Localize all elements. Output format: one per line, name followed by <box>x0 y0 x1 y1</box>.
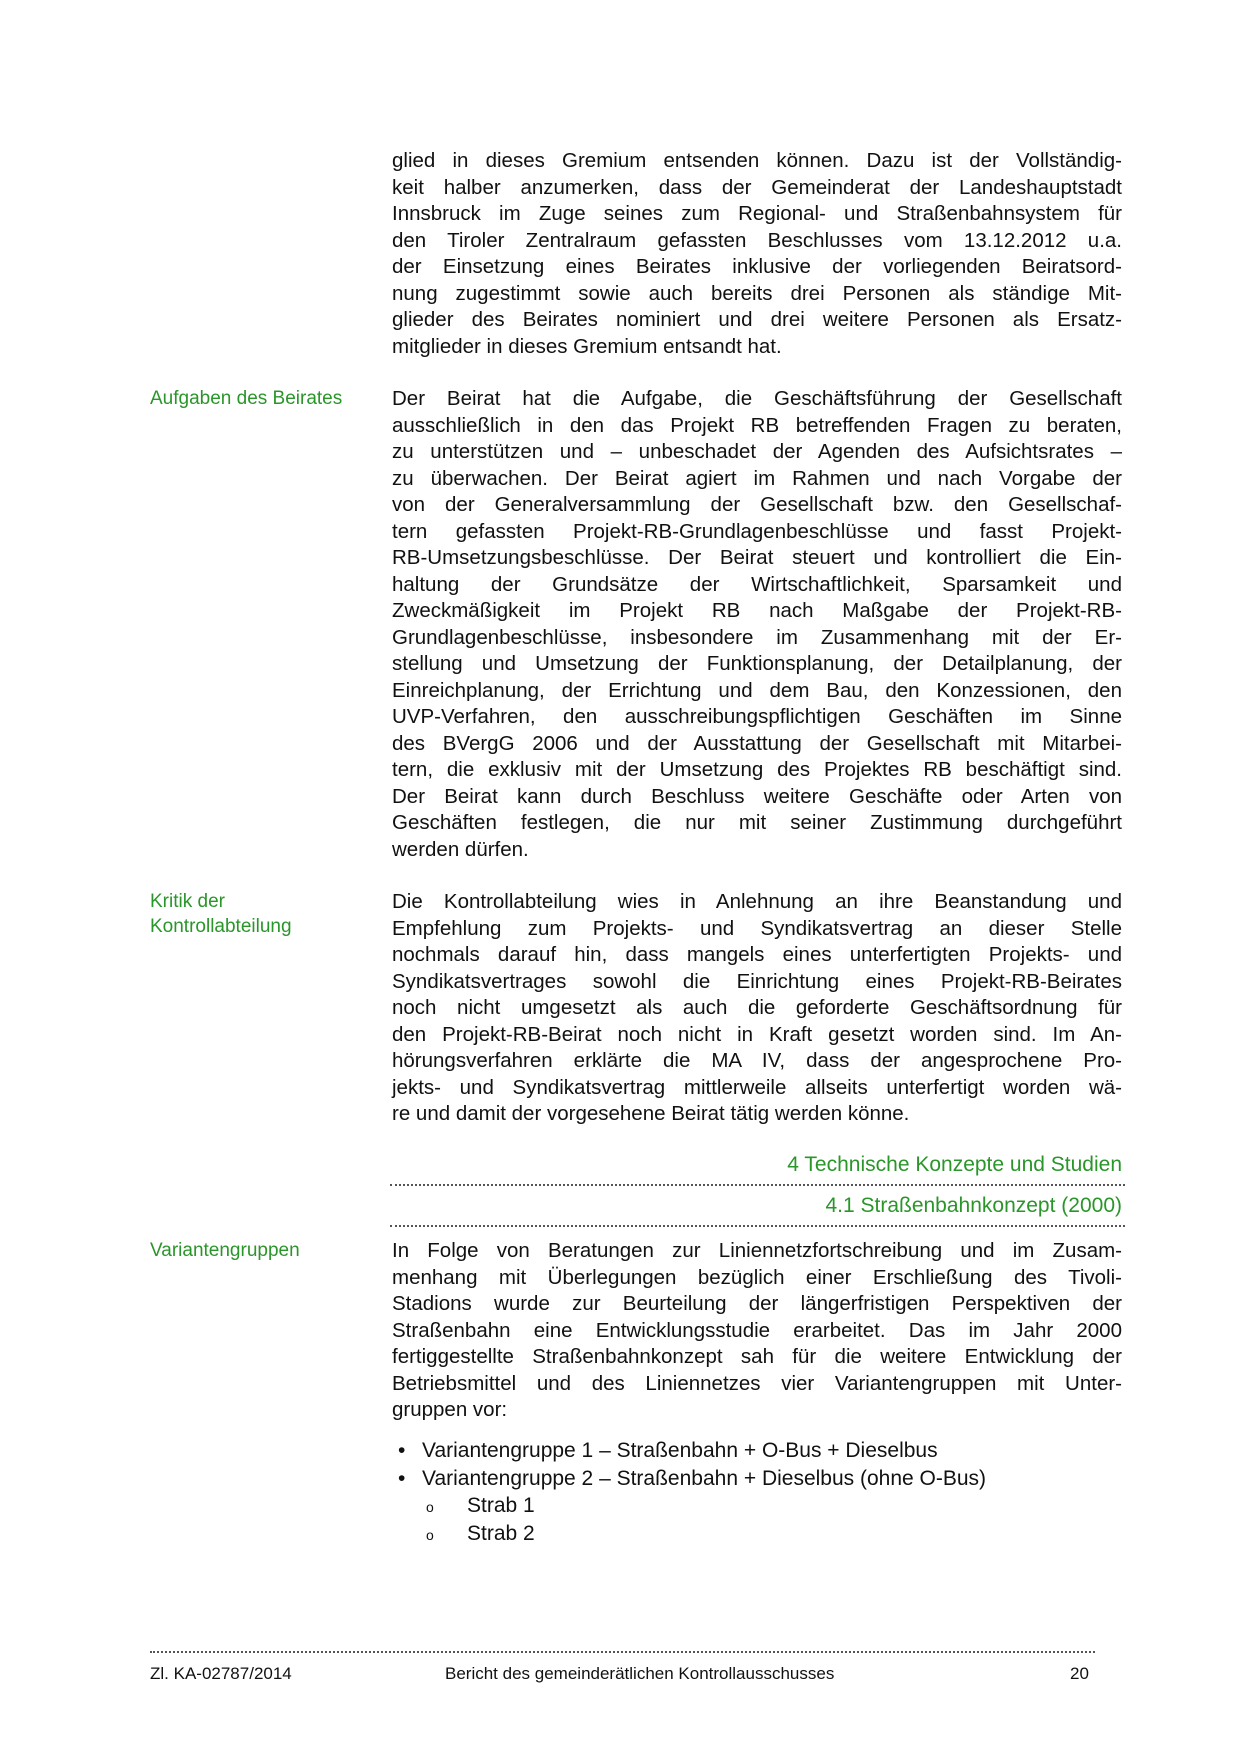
text-line: nochmals darauf hin, dass mangels eines unterfertigten Projekts- und <box>392 943 1122 966</box>
section-divider <box>390 1225 1125 1227</box>
variant-list <box>392 1437 1122 1547</box>
text-line: den Projekt-RB-Beirat noch nicht in Kraft gesetzt worden sind. Im An- <box>392 1022 1122 1046</box>
list-item <box>392 1465 1122 1493</box>
text-line: mitglieder in dieses Gremium entsandt hat. <box>392 334 782 358</box>
text-line: re und damit der vorgesehene Beirat tätig werden könne. <box>392 1102 910 1125</box>
sub-list-item <box>392 1520 1122 1548</box>
page-number: 20 <box>1070 1664 1089 1683</box>
chapter-divider <box>390 1184 1125 1186</box>
text-line: UVP-Verfahren, den ausschreibungspflichtigen Geschäften im Sinne <box>392 705 1122 728</box>
text-line: Syndikatsvertrages sowohl die Einrichtung eines Projekt-RB-Beirates <box>392 969 1122 993</box>
text-line: tern, die exklusiv mit der Umsetzung des Projektes RB beschäftigt sind. <box>392 758 1122 781</box>
text-line: den Tiroler Zentralraum gefassten Beschlusses vom 13.12.2012 u.a. <box>392 228 1122 252</box>
paragraph-varianten <box>392 1238 1122 1424</box>
list-item-text: Variantengruppe 1 – Straßenbahn + O-Bus + Dieselbus <box>422 1439 938 1462</box>
text-line: glieder des Beirates nominiert und drei weitere Personen als Ersatz- <box>392 308 1122 331</box>
text-line: stellung und Umsetzung der Funktionsplanung, der Detailplanung, der <box>392 652 1122 675</box>
text-line: Innsbruck im Zuge seines zum Regional- und Straßenbahnsystem für <box>392 202 1122 225</box>
list-item-text: Strab 2 <box>467 1521 535 1545</box>
text-line: werden dürfen. <box>392 837 529 861</box>
text-line: Geschäften festlegen, die nur mit seiner Zustimmung durchgeführt <box>392 811 1122 834</box>
text-line: Betriebsmittel und des Liniennetzes vier Variantengruppen mit Unter- <box>392 1371 1122 1395</box>
text-line: fertiggestellte Straßenbahnkonzept sah für die weitere Entwicklung der <box>392 1345 1122 1368</box>
text-line: nung zugestimmt sowie auch bereits drei Personen als ständige Mit- <box>392 281 1122 305</box>
paragraph-kritik <box>392 889 1122 1128</box>
text-line: noch nicht umgesetzt als auch die geforderte Geschäftsordnung für <box>392 996 1122 1019</box>
text-line: Empfehlung zum Projekts- und Syndikatsvertrag an dieser Stelle <box>392 916 1122 940</box>
text-line: menhang mit Überlegungen bezüglich einer Erschließung des Tivoli- <box>392 1265 1122 1289</box>
text-line: jekts- und Syndikatsvertrag mittlerweile allseits unterfertigt worden wä- <box>392 1075 1122 1099</box>
text-line: Die Kontrollabteilung wies in Anlehnung an ihre Beanstandung und <box>392 890 1122 913</box>
list-item-text: Variantengruppe 2 – Straßenbahn + Dieselbus (ohne O-Bus) <box>422 1466 987 1490</box>
circle-bullet-icon: o <box>426 1499 434 1515</box>
text-line: ausschließlich in den das Projekt RB betreffenden Fragen zu beraten, <box>392 413 1122 437</box>
text-line: des BVergG 2006 und der Ausstattung der Gesellschaft mit Mitarbei- <box>392 731 1122 755</box>
text-line: Straßenbahn eine Entwicklungsstudie erarbeitet. Das im Jahr 2000 <box>392 1318 1122 1342</box>
text-line: Der Beirat kann durch Beschluss weitere Geschäfte oder Arten von <box>392 784 1122 808</box>
text-line: Stadions wurde zur Beurteilung der längerfristigen Perspektiven der <box>392 1292 1122 1315</box>
bullet-icon: • <box>398 1439 406 1462</box>
text-line: der Einsetzung eines Beirates inklusive der vorliegenden Beiratsord- <box>392 255 1122 278</box>
section-heading: 4.1 Straßenbahnkonzept (2000) <box>825 1194 1122 1217</box>
margin-label-varianten: Variantengruppen <box>150 1240 300 1261</box>
text-line: zu überwachen. Der Beirat agiert im Rahmen und nach Vorgabe der <box>392 466 1122 490</box>
text-line: glied in dieses Gremium entsenden können. Dazu ist der Vollständig- <box>392 149 1122 172</box>
text-line: keit halber anzumerken, dass der Gemeinderat der Landeshauptstadt <box>392 175 1122 199</box>
sub-list-item <box>392 1492 1122 1520</box>
chapter-heading: 4 Technische Konzepte und Studien <box>787 1153 1122 1176</box>
margin-label-kritik-line1: Kritik der <box>150 891 225 912</box>
paragraph-aufgaben <box>392 386 1122 863</box>
footer-title: Bericht des gemeinderätlichen Kontrollausschusses <box>445 1664 835 1683</box>
footer-divider <box>150 1651 1095 1653</box>
text-line: hörungsverfahren erklärte die MA IV, dass der angesprochene Pro- <box>392 1049 1122 1072</box>
paragraph-intro <box>392 148 1122 360</box>
text-line: In Folge von Beratungen zur Liniennetzfortschreibung und im Zusam- <box>392 1239 1122 1262</box>
footer-reference: Zl. KA-02787/2014 <box>150 1664 292 1683</box>
text-line: Grundlagenbeschlüsse, insbesondere im Zusammenhang mit der Er- <box>392 625 1122 649</box>
bullet-icon: • <box>398 1466 406 1490</box>
text-line: haltung der Grundsätze der Wirtschaftlichkeit, Sparsamkeit und <box>392 572 1122 596</box>
text-line: Zweckmäßigkeit im Projekt RB nach Maßgabe der Projekt-RB- <box>392 599 1122 622</box>
text-line: Einreichplanung, der Errichtung und dem Bau, den Konzessionen, den <box>392 678 1122 702</box>
text-line: gruppen vor: <box>392 1398 508 1421</box>
text-line: zu unterstützen und – unbeschadet der Agenden des Aufsichtsrates – <box>392 440 1122 463</box>
text-line: Der Beirat hat die Aufgabe, die Geschäftsführung der Gesellschaft <box>392 387 1122 410</box>
list-item <box>392 1437 1122 1465</box>
margin-label-aufgaben: Aufgaben des Beirates <box>150 388 343 409</box>
margin-label-kritik <box>150 890 292 939</box>
circle-bullet-icon: o <box>426 1526 434 1543</box>
margin-label-kritik-line2: Kontrollabteilung <box>150 915 292 937</box>
text-line: von der Generalversammlung der Gesellschaft bzw. den Gesellschaf- <box>392 493 1122 516</box>
list-item-text: Strab 1 <box>467 1494 535 1517</box>
text-line: RB-Umsetzungsbeschlüsse. Der Beirat steuert und kontrolliert die Ein- <box>392 546 1122 569</box>
text-line: tern gefassten Projekt-RB-Grundlagenbeschlüsse und fasst Projekt- <box>392 519 1122 543</box>
